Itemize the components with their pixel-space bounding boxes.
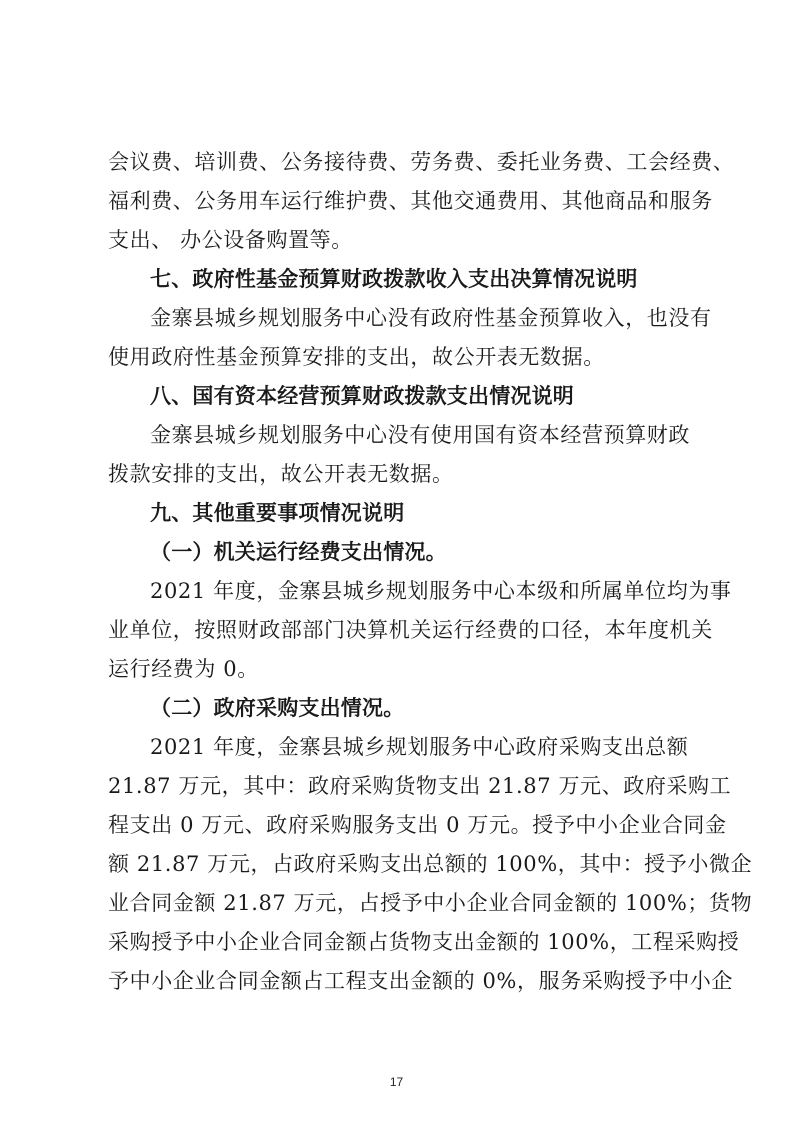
body-text-line: 额 21.87 万元，占政府采购支出总额的 100%，其中：授予小微企 <box>108 852 753 876</box>
body-text-line: 业单位，按照财政部部门决算机关运行经费的口径，本年度机关 <box>108 618 713 642</box>
section-heading-8: 八、国有资本经营预算财政拨款支出情况说明 <box>150 384 574 408</box>
body-text-line: 采购授予中小企业合同金额占货物支出金额的 100%，工程采购授 <box>108 930 740 954</box>
subsection-heading-2: （二）政府采购支出情况。 <box>150 696 405 720</box>
body-text-line: 金寨县城乡规划服务中心没有使用国有资本经营预算财政 <box>150 423 690 447</box>
body-text-line: 拨款安排的支出，故公开表无数据。 <box>108 462 454 486</box>
section-heading-9: 九、其他重要事项情况说明 <box>150 501 405 525</box>
body-text-line: 福利费、公务用车运行维护费、其他交通费用、其他商品和服务 <box>108 189 713 213</box>
body-text-line: 2021 年度，金寨县城乡规划服务中心政府采购支出总额 <box>150 735 689 759</box>
body-text-line: 程支出 0 万元、政府采购服务支出 0 万元。授予中小企业合同金 <box>108 813 727 837</box>
body-text-line: 金寨县城乡规划服务中心没有政府性基金预算收入，也没有 <box>150 306 712 330</box>
subsection-heading-1: （一）机关运行经费支出情况。 <box>150 540 447 564</box>
body-text-line: 支出、 办公设备购置等。 <box>108 228 353 252</box>
body-text-line: 予中小企业合同金额占工程支出金额的 0%，服务采购授予中小企 <box>108 969 733 993</box>
body-text-line: 2021 年度，金寨县城乡规划服务中心本级和所属单位均为事 <box>150 579 732 603</box>
body-text-line: 21.87 万元，其中：政府采购货物支出 21.87 万元、政府采购工 <box>108 774 732 798</box>
body-text-line: 业合同金额 21.87 万元，占授予中小企业合同金额的 100%；货物 <box>108 891 753 915</box>
body-text-line: 会议费、培训费、公务接待费、劳务费、委托业务费、工会经费、 <box>108 150 735 174</box>
page-number: 17 <box>389 1075 404 1089</box>
body-text-line: 运行经费为 0。 <box>108 657 259 681</box>
body-text-line: 使用政府性基金预算安排的支出，故公开表无数据。 <box>108 345 605 369</box>
section-heading-7: 七、政府性基金预算财政拨款收入支出决算情况说明 <box>150 267 638 291</box>
